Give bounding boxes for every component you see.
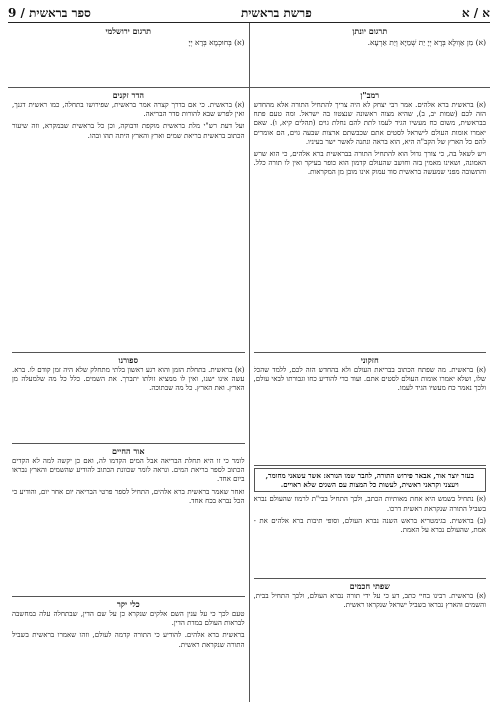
left-commentary-column <box>8 88 250 702</box>
ramban-paragraph: (א) בראשית ברא אלהים. אמר רבי יצחק לא היה צריך להתחיל התורה אלא מהחדש הזה לכם (שמות יב, ב), שהיא מצוה ראשונה שנצטוו בה ישראל. ומה טעם פתח בבראשית, משום כח מעשיו הגיד לעמו לתת להם נחלת גוים (תהלים קיא, ו). שאם יאמרו אומות העולם לישראל לסטים אתם שכבשתם ארצות שבעה גוים, הם אומרים להם כל הארץ של הקב"ה היא, הוא בראה ונתנה לאשר ישר בעיניו. <box>253 101 486 146</box>
kli-yakar-section <box>12 597 245 702</box>
header-parsha-title: פרשת בראשית <box>240 5 312 20</box>
seforno-section <box>12 353 245 444</box>
targum-yonatan-text: (א) מִן אַוְולָא בְּרָא יְיָ יַת שְׁמַיָא וְיַת אַרְעָא. <box>367 38 486 47</box>
ramban-title: רמב"ן <box>360 90 380 100</box>
kli-yakar-paragraph: בראשית ברא אלהים. להודיע כי התורה קדמה לעולם, וזהו שאמרו בראשית בשביל התורה שנקראת ראשית. <box>12 631 245 649</box>
hadar-zekenim-title: הדר זקנים <box>112 90 144 100</box>
ramban-paragraph: ויש לשאל בה, כי צורך גדול הוא להתחיל התורה בבראשית ברא אלהים, כי הוא שרש האמונה, ושאינו מאמין בזה וחושב שהעולם קדמון הוא כופר בעיקר ואין לו תורה כלל. והתשובה מפני שמעשה בראשית סוד עמוק אינו מובן מן המקראות. <box>253 150 486 177</box>
kli-yakar-title: כלי יקר <box>116 599 140 609</box>
baal-haturim-paragraph: (א) נתחיל בשמש היא אחת מאותיות הכתב, ולכך התחיל בבי"ת לרמוז שהעולם נברא בשביל התורה שנקראת ראשית דרכו. <box>253 495 486 513</box>
ohr-hachaim-paragraph: לומר כי זו היא תחלת הבריאה אבל המים הקדמו לה, ואם כן יקשה למה לא הקדים הכתוב לספר בריאת המים. ונראה לומר שכוונת הכתוב להודיע שהשמים והארץ נבראו ביום אחד. <box>12 457 245 484</box>
hadar-zekenim-section <box>12 88 245 353</box>
header-chapter-ref: א / א <box>461 5 490 20</box>
chizkuni-title: חזקוני <box>360 355 379 365</box>
sifsei-chachamim-section <box>254 579 487 702</box>
baal-haturim-paragraph: (ב) בראשית. בגימטריא בראש השנה נברא העולם, וסופי תיבות ברא אלהים את - אמת, שהעולם נברא על האמת. <box>253 516 486 535</box>
targum-yerushalmi-title: תרגום ירושלמי <box>105 26 152 36</box>
kli-yakar-paragraph: טעם לכך כי על ענין השם אלקים שנקרא כן על שם הדין, שבתחלה עלה במחשבה לבראות העולם במדת הדין. <box>12 610 245 628</box>
sifsei-chachamim-text: (א) בראשית. רבינו בחיי כתב, דע כי על ידי תורה נברא העולם, ולכך התחיל בבית, והשמים והארץ נבראו בשביל ישראל שנקראו ראשית. <box>253 592 486 610</box>
right-commentary-column <box>250 88 491 702</box>
sifsei-chachamim-title: שפתי חכמים <box>349 581 390 591</box>
targum-yonatan-column <box>250 23 491 87</box>
targum-yerushalmi-text: (א) בְּחוּכְמָא בְּרָא יְיָ <box>188 38 245 47</box>
page-header <box>8 4 490 23</box>
hadar-zekenim-paragraph: (א) בראשית. כי אם בדרך קצרה אמר בראשית, שפירושו בתחלה, כמו ראשית דגנך, ואין לפרש שבא להורות סדר הבריאה. <box>12 101 245 119</box>
targum-yonatan-title: תרגום יונתן <box>352 26 388 36</box>
seforno-text: (א) בראשית. בתחלת הזמן והוא רגע ראשון בלתי מתחלק שלא היה זמן קודם לו. ברא. עשה אינו ישנו, ואין לו ממציא זולתו יתברך. את השמים. כלל כל מה שלמעלה מן הארץ. ואת הארץ. כל מה שבתוכה. <box>12 366 245 393</box>
ohr-hachaim-section <box>12 444 245 597</box>
baal-haturim-section <box>254 466 487 579</box>
hadar-zekenim-paragraph: ועל דעת רש"י מלת בראשית מוקפת ודבוקה, וכן כל בראשית שבמקרא, וזה שיעור הכתוב בראשית בריאת שמים וארץ והארץ היתה תהו ובהו. <box>12 122 245 140</box>
targum-section <box>8 23 490 88</box>
ohr-hachaim-title: אור החיים <box>112 446 145 456</box>
ramban-section <box>254 88 487 353</box>
targum-yerushalmi-column <box>8 23 250 87</box>
ohr-hachaim-paragraph: ואחר שאמר בראשית ברא אלהים, התחיל לספר פרטי הבריאה יום אחר יום, והודיע כי הכל נברא בכח אחד. <box>12 487 245 505</box>
chizkuni-text: (א) בראשית. מה שפתח הכתוב בבריאת העולם ולא בהחדש הזה לכם, ללמד שהכל שלו, ושלא יאמרו אומות העולם לסטים אתם. ועוד כדי להודיע כחו וגבורתו לבאי עולם, ולכך נאמר כח מעשיו הגיד לעמו. <box>253 366 486 393</box>
commentary-columns <box>8 88 490 702</box>
chizkuni-section <box>254 353 487 466</box>
header-book-page: ספר בראשית / 9 <box>8 5 91 20</box>
baal-haturim-intro: בעזר יוצר אור, אבאר פירוש התורה, לחבר שמו הנורא: אשר עשאני מחומר, ויעצני וקראני ראשית, לעשות כל המצות עם השגים שלא ראויים. <box>254 468 487 492</box>
seforno-title: ספורנו <box>118 355 139 365</box>
